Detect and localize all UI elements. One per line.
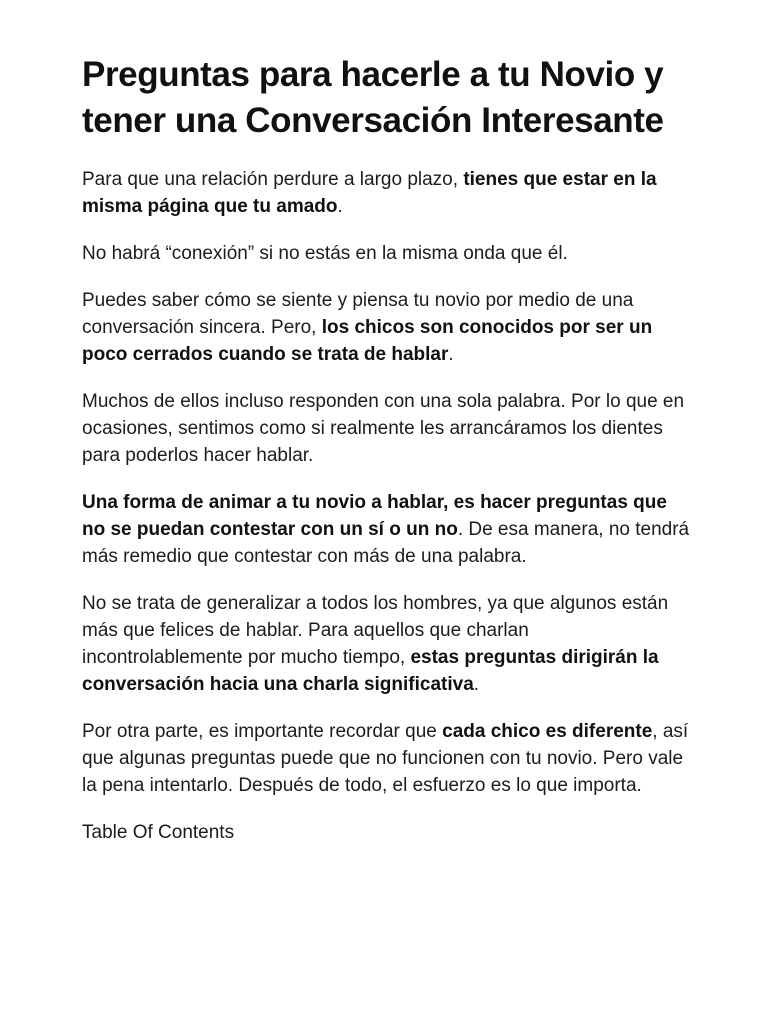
paragraph-text: , así que algunas preguntas puede que no funcionen con tu novio. Pero vale la pena intentarlo. Después de todo, el esfuerzo es lo que importa. — [82, 721, 689, 796]
paragraph-text: Muchos de ellos incluso responden con una sola palabra. Por lo que en ocasiones, sentimos como si realmente les arrancáramos los dientes para poderlos hacer hablar. — [82, 391, 685, 466]
article-paragraph — [82, 240, 694, 267]
paragraph-text: Puedes saber cómo se siente y piensa tu novio por medio de una conversación sincera. Pero, — [82, 290, 634, 338]
paragraph-text: . — [473, 674, 480, 695]
article-paragraph — [82, 166, 694, 220]
emphasized-text: tienes que estar en la misma página que tu amado — [82, 169, 657, 217]
paragraph-text: No se trata de generalizar a todos los hombres, ya que algunos están más que felices de hablar. Para aquellos que charlan incontrolablemente por mucho tiempo, — [82, 593, 669, 668]
paragraph-text: . De esa manera, no tendrá más remedio que contestar con más de una palabra. — [82, 519, 690, 567]
emphasized-text: Una forma de animar a tu novio a hablar, es hacer preguntas que no se puedan contestar con un sí o un no — [82, 492, 667, 540]
article-title: Preguntas para hacerle a tu Novio y tener una Conversación Interesante — [82, 55, 664, 140]
paragraph-text: No habrá “conexión” si no estás en la misma onda que él. — [82, 243, 568, 264]
article-paragraph — [82, 287, 694, 368]
emphasized-text: estas preguntas dirigirán la conversación hacia una charla significativa — [82, 647, 659, 695]
article-paragraph — [82, 590, 694, 698]
emphasized-text: los chicos son conocidos por ser un poco cerrados cuando se trata de hablar — [82, 317, 653, 365]
paragraph-text: . — [448, 344, 454, 365]
article — [82, 52, 694, 846]
article-paragraph — [82, 388, 694, 469]
paragraph-text: Por otra parte, es importante recordar que — [82, 721, 443, 742]
emphasized-text: cada chico es diferente — [442, 721, 653, 742]
table-of-contents-toggle[interactable]: Table Of Contents — [82, 822, 235, 843]
article-paragraph — [82, 489, 694, 570]
paragraph-text: Para que una relación perdure a largo plazo, — [82, 169, 464, 190]
paragraph-text: . — [337, 196, 343, 217]
article-body — [82, 166, 694, 799]
article-paragraph — [82, 718, 694, 799]
